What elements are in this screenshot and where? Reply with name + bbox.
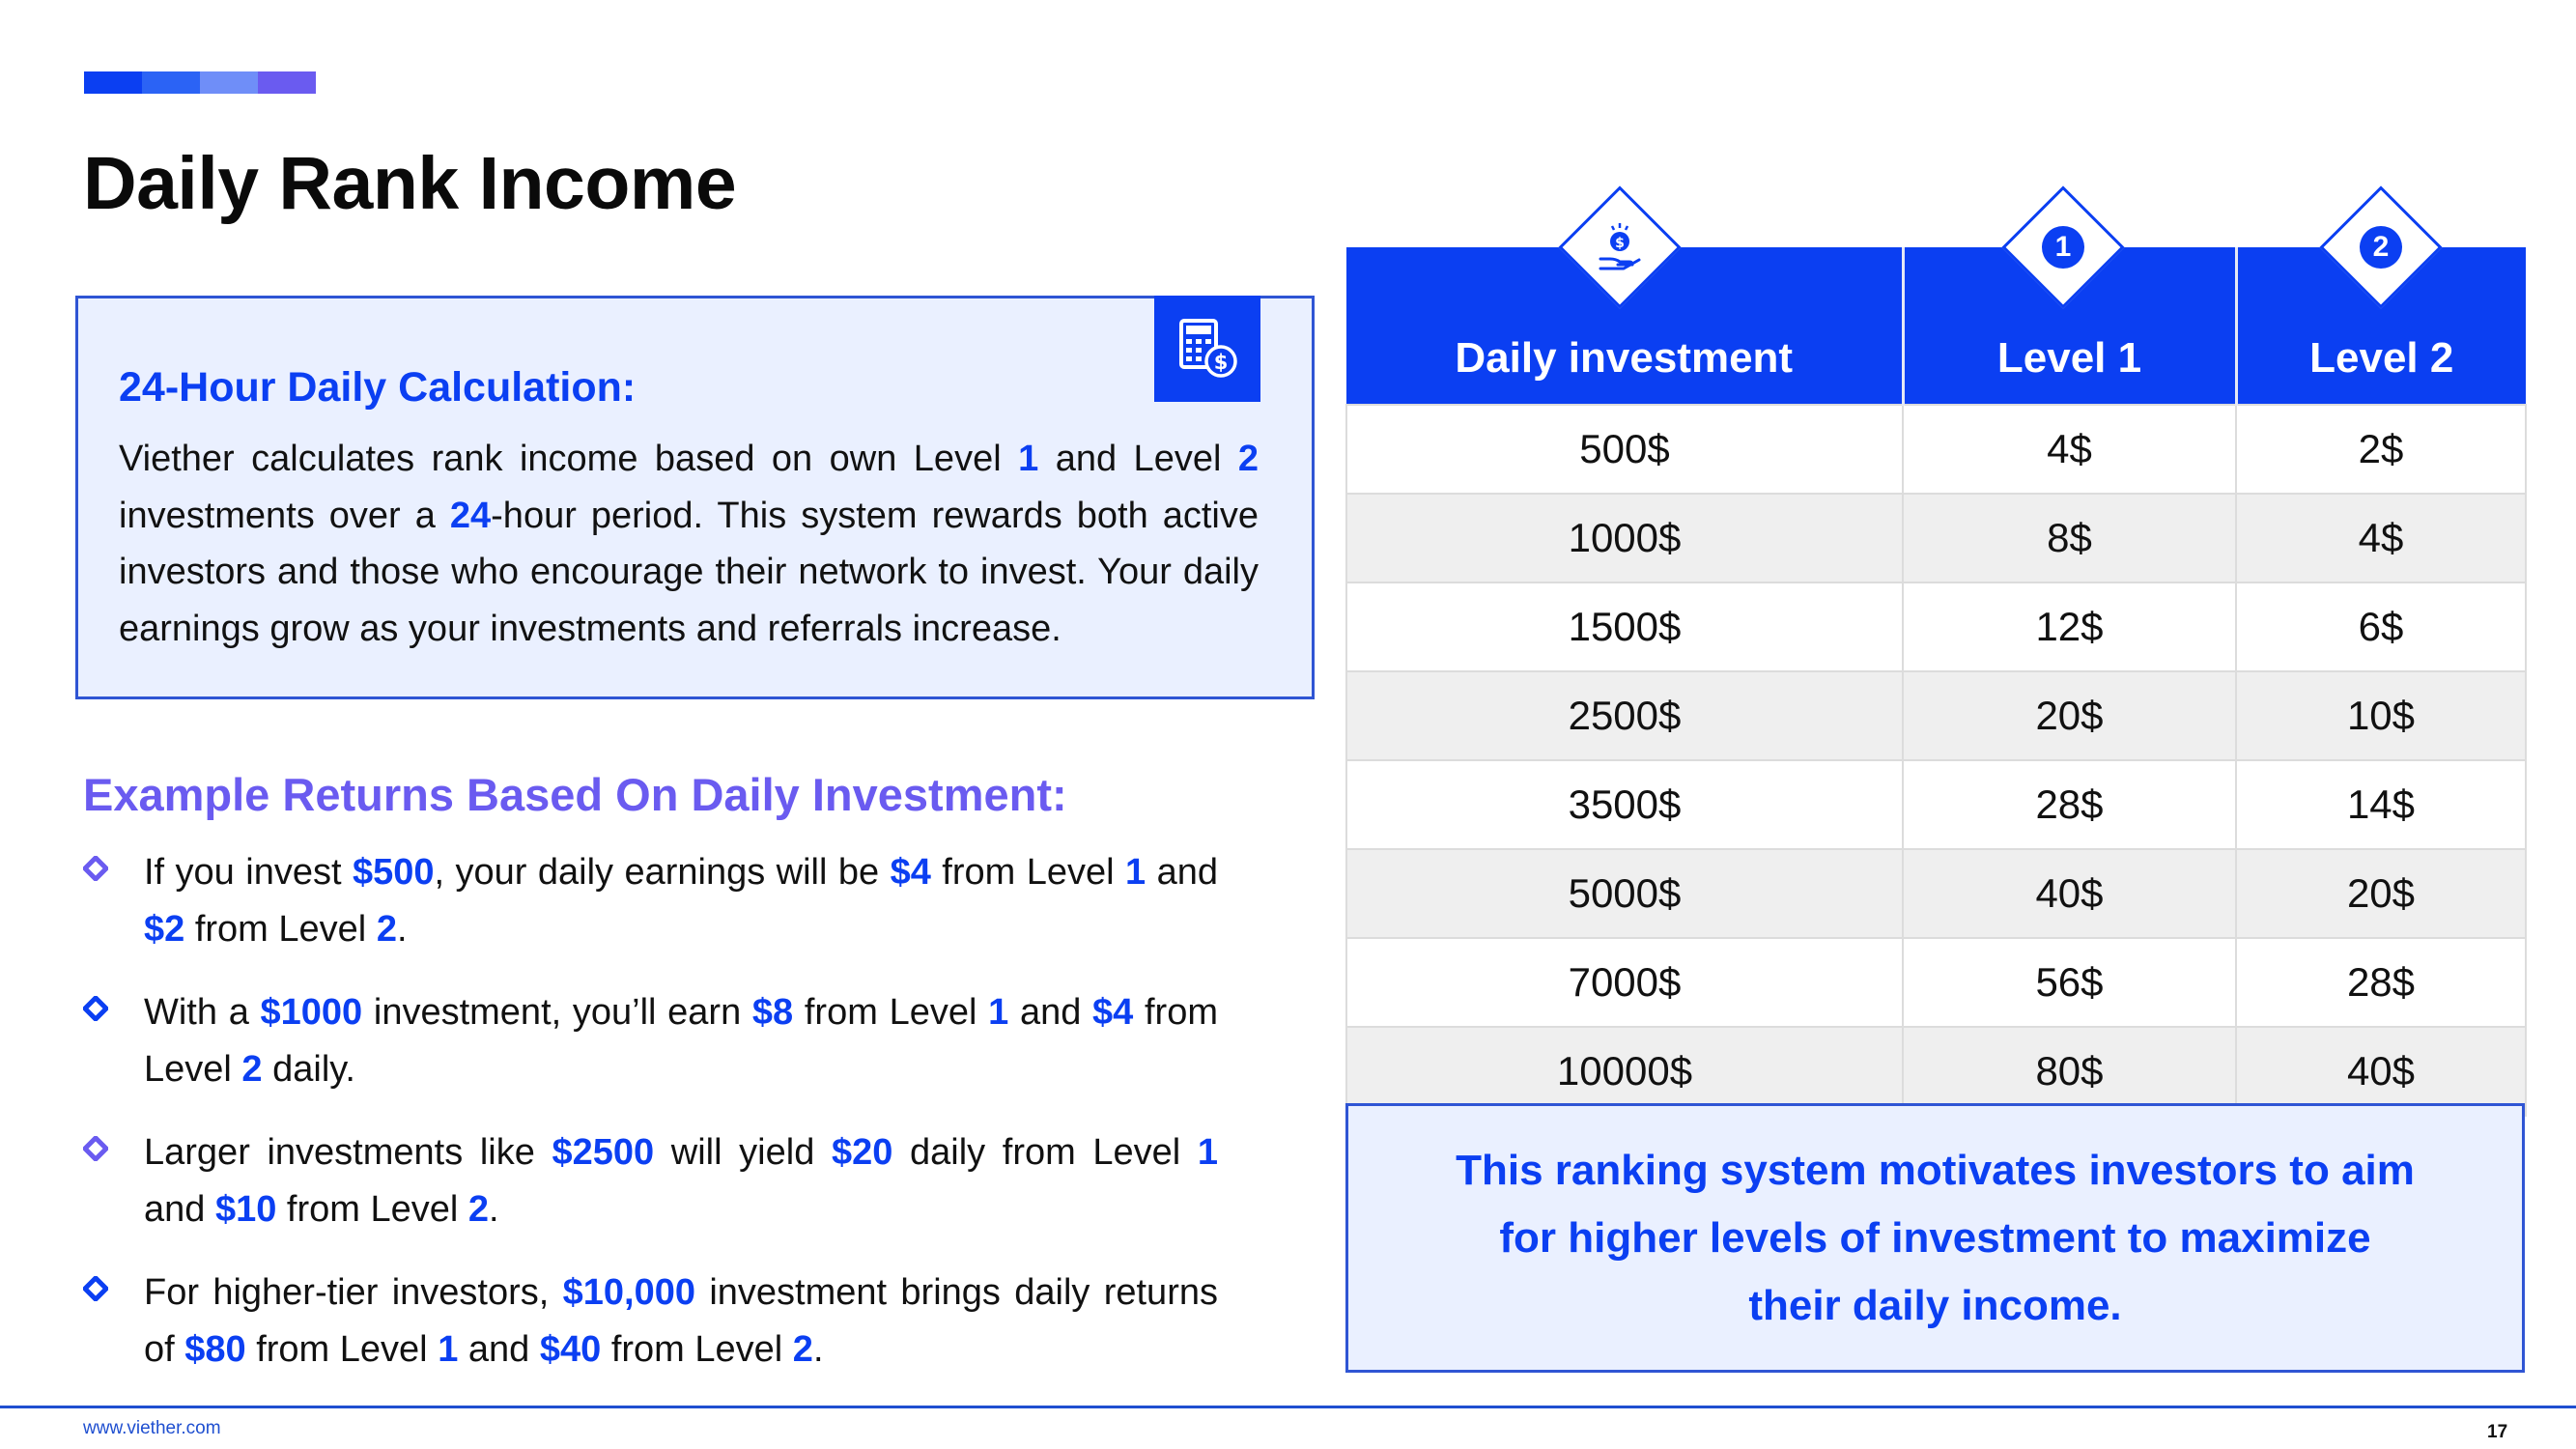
money-hand-icon: [1576, 204, 1663, 291]
calculation-title: 24-Hour Daily Calculation:: [119, 364, 637, 411]
cell-level-1: 20$: [1903, 671, 2236, 760]
example-item: [83, 1264, 1218, 1378]
highlight-value: $10: [214, 1189, 277, 1230]
cell-level-1: 40$: [1903, 849, 2236, 938]
cell-level-2: 14$: [2236, 760, 2526, 849]
highlight-value: 2: [792, 1329, 813, 1370]
cell-level-2: 20$: [2236, 849, 2526, 938]
cell-level-1: 4$: [1903, 405, 2236, 494]
cell-level-1: 28$: [1903, 760, 2236, 849]
calculator-dollar-icon: [1154, 296, 1260, 402]
page-number: 17: [2487, 1422, 2508, 1442]
highlight-value: $4: [890, 852, 931, 893]
example-text: With a $1000 investment, you’ll earn $8 from Level 1 and $4 from Level 2 daily.: [144, 992, 1219, 1090]
level-2-number: 2: [2360, 226, 2402, 269]
level-1-number: 1: [2042, 226, 2084, 269]
diamond-bullet-icon: [83, 856, 108, 886]
cell-level-1: 56$: [1903, 938, 2236, 1027]
cell-daily-investment: 2500$: [1346, 671, 1903, 760]
cell-daily-investment: 500$: [1346, 405, 1903, 494]
accent-bar-segment: [258, 71, 316, 94]
footer-url[interactable]: www.viether.com: [83, 1418, 221, 1438]
highlight-value: $2500: [552, 1132, 655, 1173]
cell-level-2: 4$: [2236, 494, 2526, 582]
highlight-value: 2: [467, 1189, 490, 1230]
table-row: [1346, 938, 2526, 1027]
accent-bar-segment: [200, 71, 258, 94]
highlight-value: 1: [1018, 439, 1039, 479]
page-title: Daily Rank Income: [83, 142, 737, 225]
example-text: If you invest $500, your daily earnings will be $4 from Level 1 and $2 from Level 2.: [144, 852, 1218, 950]
highlight-value: $8: [751, 992, 794, 1033]
highlight-value: $2: [144, 909, 185, 950]
cell-daily-investment: 3500$: [1346, 760, 1903, 849]
example-item: [83, 844, 1218, 958]
cell-level-1: 12$: [1903, 582, 2236, 671]
cell-daily-investment: 7000$: [1346, 938, 1903, 1027]
cell-level-2: 28$: [2236, 938, 2526, 1027]
note-box: [1345, 1103, 2525, 1373]
cell-level-2: 6$: [2236, 582, 2526, 671]
note-text: This ranking system motivates investors to aim for higher levels of investment to maximize their daily income.: [1456, 1146, 2415, 1329]
table-row: [1346, 582, 2526, 671]
highlight-value: 1: [1125, 852, 1146, 893]
level-2-badge: [2337, 204, 2424, 291]
svg-text:$: $: [1213, 351, 1229, 374]
accent-bar-segment: [142, 71, 200, 94]
cell-level-1: 80$: [1903, 1027, 2236, 1116]
level-1-badge: [2020, 204, 2107, 291]
highlight-value: $1000: [260, 992, 363, 1033]
highlight-value: 2: [376, 909, 397, 950]
accent-bar: [84, 71, 316, 94]
footer-divider: [0, 1406, 2576, 1408]
header-level-2: Level 2: [2236, 247, 2526, 405]
cell-daily-investment: 1000$: [1346, 494, 1903, 582]
highlight-value: 24: [449, 495, 492, 536]
highlight-value: 1: [438, 1329, 459, 1370]
cell-daily-investment: 10000$: [1346, 1027, 1903, 1116]
cell-level-2: 2$: [2236, 405, 2526, 494]
cell-level-1: 8$: [1903, 494, 2236, 582]
cell-daily-investment: 1500$: [1346, 582, 1903, 671]
table-row: [1346, 760, 2526, 849]
highlight-value: 2: [1237, 439, 1259, 479]
highlight-value: 1: [1197, 1132, 1218, 1173]
highlight-value: $80: [184, 1329, 246, 1370]
example-item: [83, 1124, 1218, 1238]
highlight-value: 1: [988, 992, 1009, 1033]
example-text: For higher-tier investors, $10,000 investment brings daily returns of $80 from Level 1 and $40 from Level 2.: [144, 1272, 1218, 1370]
highlight-value: $4: [1092, 992, 1134, 1033]
examples-title: Example Returns Based On Daily Investment:: [83, 769, 1067, 820]
table-row: [1346, 405, 2526, 494]
svg-text:$: $: [1615, 236, 1625, 251]
highlight-value: 2: [241, 1049, 263, 1090]
accent-bar-segment: [84, 71, 142, 94]
highlight-value: $20: [831, 1132, 893, 1173]
header-level-1: Level 1: [1903, 247, 2236, 405]
header-daily-investment: Daily investment: [1346, 247, 1903, 405]
cell-daily-investment: 5000$: [1346, 849, 1903, 938]
diamond-bullet-icon: [83, 996, 108, 1026]
table-row: [1346, 494, 2526, 582]
example-text: Larger investments like $2500 will yield $20 daily from Level 1 and $10 from Level 2.: [144, 1132, 1218, 1230]
cell-level-2: 40$: [2236, 1027, 2526, 1116]
highlight-value: $500: [352, 852, 435, 893]
example-item: [83, 984, 1218, 1098]
cell-level-2: 10$: [2236, 671, 2526, 760]
table-row: [1346, 671, 2526, 760]
table-row: [1346, 849, 2526, 938]
highlight-value: $10,000: [562, 1272, 696, 1313]
calculation-description: Viether calculates rank income based on own Level 1 and Level 2 investments over a 24-hour period. This system rewards both active investors and those who encourage their network to invest. Your daily earnings grow as your investments and referrals increase.: [119, 439, 1259, 649]
diamond-bullet-icon: [83, 1276, 108, 1306]
diamond-bullet-icon: [83, 1136, 108, 1166]
rank-income-table: [1345, 247, 2527, 1117]
highlight-value: $40: [539, 1329, 602, 1370]
